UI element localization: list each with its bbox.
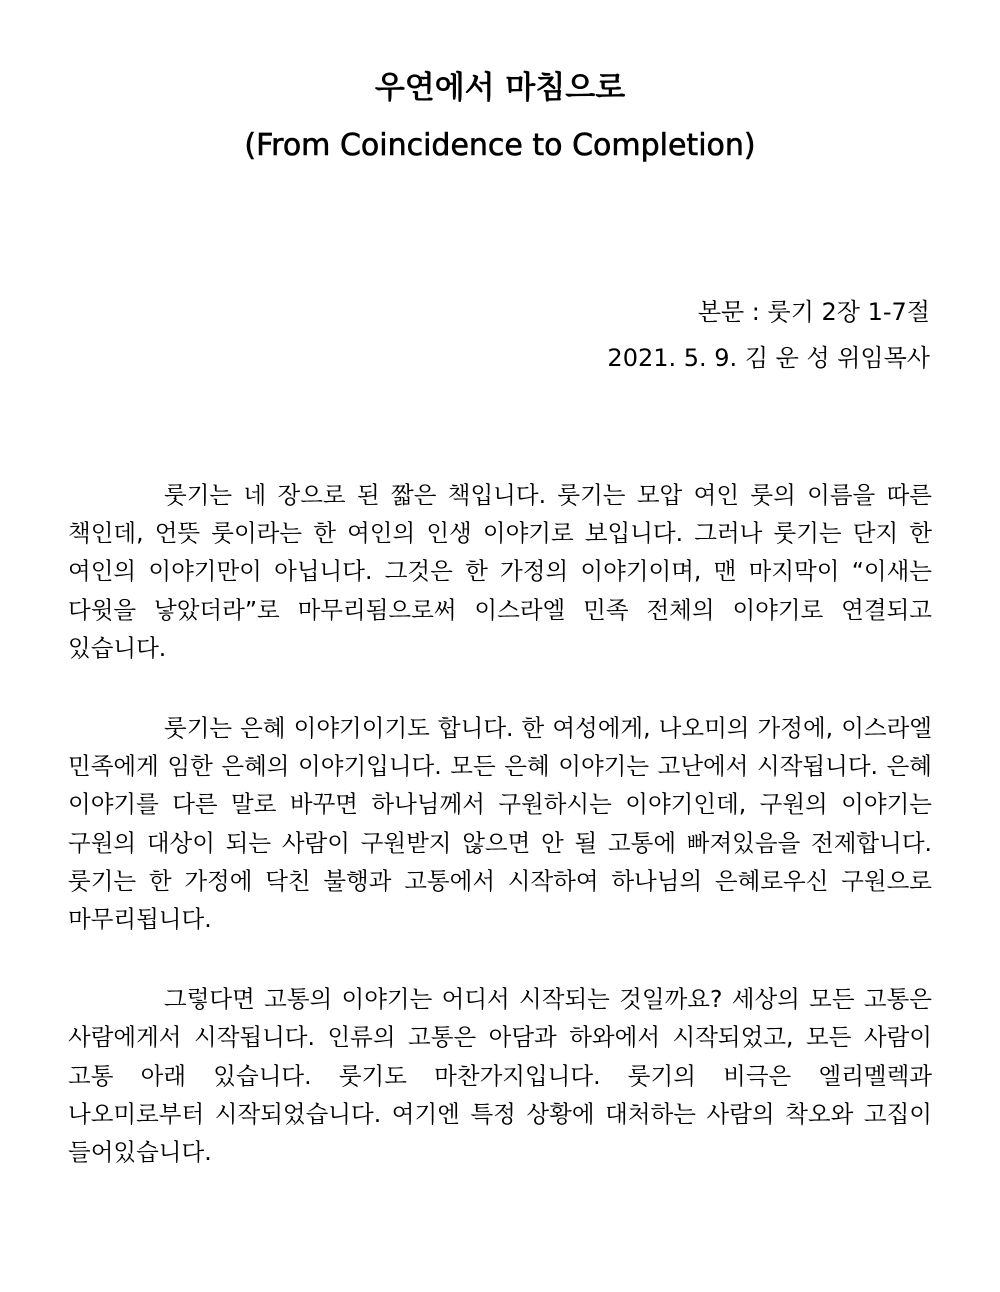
title-english: (From Coincidence to Completion): [244, 128, 756, 163]
scripture-reference: 본문 : 룻기 2장 1-7절: [697, 298, 930, 326]
paragraph-1: 룻기는 네 장으로 된 짧은 책입니다. 룻기는 모압 여인 룻의 이름을 따른 책인데, 언뜻 룻이라는 한 여인의 인생 이야기로 보입니다. 그러나 룻기는 단지 한 여인의 이야기만이 아닙니다. 그것은 한 가정의 이야기이며, 맨 마지막이 “이새는 다윗을 낳았더라”로 마무리됨으로써 이스라엘 민족 전체의 이야기로 연결되고 있습니다.: [68, 481, 932, 662]
sermon-body: [68, 476, 932, 1213]
paragraph-2: 룻기는 은혜 이야기이기도 합니다. 한 여성에게, 나오미의 가정에, 이스라엘 민족에게 임한 은혜의 이야기입니다. 모든 은혜 이야기는 고난에서 시작됩니다. 은혜 이야기를 다른 말로 바꾸면 하나님께서 구원하시는 이야기인데, 구원의 이야기는 구원의 대상이 되는 사람이 구원받지 않으면 안 될 고통에 빠져있음을 전제합니다. 룻기는 한 가정에 닥친 불행과 고통에서 시작하여 하나님의 은혜로우신 구원으로 마무리됩니다.: [68, 714, 932, 934]
title-korean: 우연에서 마침으로: [374, 70, 626, 106]
paragraph-3: 그렇다면 고통의 이야기는 어디서 시작되는 것일까요? 세상의 모든 고통은 사람에게서 시작됩니다. 인류의 고통은 아담과 하와에서 시작되었고, 모든 사람이 고통 아래 있습니다. 룻기도 마찬가지입니다. 룻기의 비극은 엘리멜렉과 나오미로부터 시작되었습니다. 여기엔 특정 상황에 대처하는 사람의 착오와 고집이 들어있습니다.: [68, 985, 932, 1167]
date-and-author: 2021. 5. 9. 김 운 성 위임목사: [607, 344, 930, 372]
